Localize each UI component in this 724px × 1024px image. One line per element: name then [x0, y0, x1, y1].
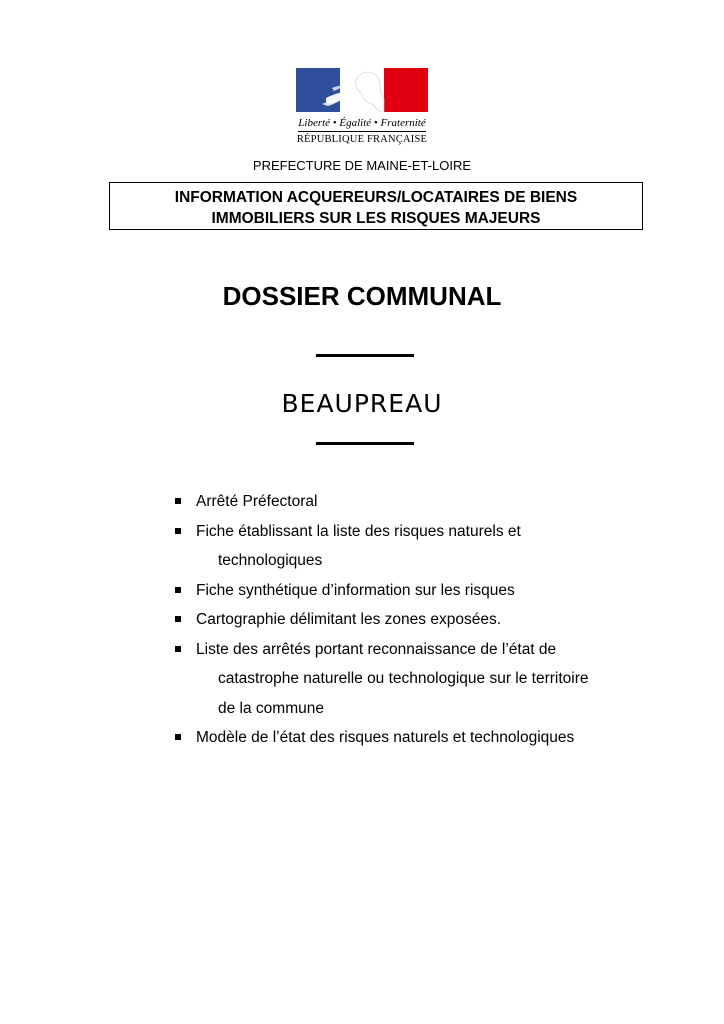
list-item-line: Fiche établissant la liste des risques naturels et	[196, 522, 521, 540]
title-divider-top	[316, 354, 414, 357]
list-item	[172, 635, 672, 724]
information-line-2: IMMOBILIERS SUR LES RISQUES MAJEURS	[211, 210, 541, 227]
list-item	[172, 487, 672, 517]
title-divider-bottom	[316, 442, 414, 445]
square-bullet-icon	[175, 616, 181, 622]
information-line-1: INFORMATION ACQUEREURS/LOCATAIRES DE BIENS	[174, 189, 578, 206]
document-title: DOSSIER COMMUNAL	[222, 281, 502, 311]
prefecture-name: PREFECTURE DE MAINE-ET-LOIRE	[252, 158, 472, 173]
republic-motto: Liberté • Égalité • Fraternité	[298, 117, 426, 129]
marianne-flag-icon	[296, 68, 428, 112]
motto-divider	[298, 131, 426, 132]
list-item-line: technologiques	[218, 552, 323, 569]
commune-name: BEAUPREAU	[281, 389, 443, 418]
list-item-line: Arrêté Préfectoral	[196, 493, 318, 510]
list-item-line: catastrophe naturelle ou technologique sur le territoire	[218, 670, 589, 687]
square-bullet-icon	[175, 498, 181, 504]
list-item	[172, 723, 672, 753]
republique-francaise-logo	[296, 68, 428, 148]
list-item	[172, 605, 672, 635]
square-bullet-icon	[175, 734, 181, 740]
list-item-line: Liste des arrêtés portant reconnaissance de l’état de	[196, 640, 557, 658]
list-item-line: Fiche synthétique d’information sur les risques	[196, 581, 515, 599]
square-bullet-icon	[175, 646, 181, 652]
list-item	[172, 576, 672, 606]
document-list	[172, 487, 672, 753]
list-item-line: Modèle de l’état des risques naturels et technologiques	[196, 729, 575, 746]
list-item	[172, 517, 672, 576]
square-bullet-icon	[175, 528, 181, 534]
republic-name: RÉPUBLIQUE FRANÇAISE	[296, 134, 428, 145]
square-bullet-icon	[175, 587, 181, 593]
list-item-line: de la commune	[218, 699, 324, 717]
information-box	[109, 182, 643, 230]
list-item-line: Cartographie délimitant les zones exposées.	[196, 611, 502, 628]
